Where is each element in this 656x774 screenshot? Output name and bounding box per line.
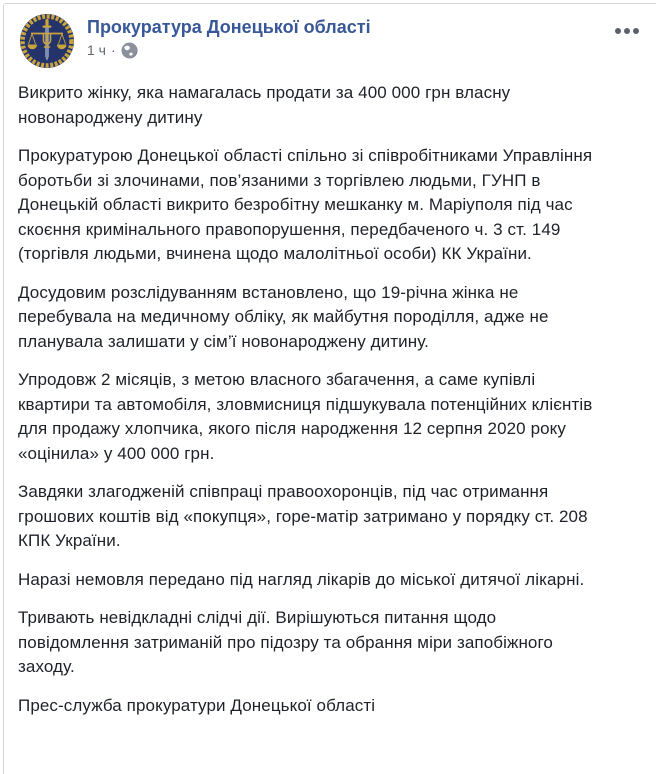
prosecutor-emblem-icon [19,13,75,69]
post-header [4,4,656,75]
more-options-button[interactable] [613,24,641,38]
globe-icon [121,42,138,59]
post-header-text [87,13,371,59]
post-paragraph: Наразі немовля передано під нагляд лікарів до міської дитячої лікарні. [18,569,585,589]
post-paragraph: Прокуратурою Донецької області спільно зі співробітниками Управління боротьби зі злочинами, пов’язаними з торгівлею людьми, ГУНП в Донецькій області викрито безробітну мешканку м. Маріуполя під час скоєння кримінального правопорушення, передбаченого ч. 3 ст. 149 (торгівля людьми, вчинена щодо малолітньої особи) КК України. [18,146,593,263]
post-paragraph: Тривають невідкладні слідчі дії. Вирішуються питання щодо повідомлення затриманій про підозру та обрання міри запобіжного заходу. [18,608,553,676]
post-paragraph: Досудовим розслідуванням встановлено, що 19-річна жінка не перебувала на медичному обліку, як майбутня породілля, адже не планувала залишати у сім’ї новонароджену дитину. [18,282,549,351]
post-paragraph: Завдяки злагодженій співпраці правоохоронців, під час отримання грошових коштів від «покупця», горе-матір затримано у порядку ст. 208 КПК України. [18,482,588,550]
page-avatar[interactable] [19,13,75,69]
meta-separator: · [110,42,116,58]
ellipsis-icon [615,28,621,34]
page-name-link[interactable]: Прокуратура Донецької області [87,17,371,37]
post-timestamp[interactable]: 1 ч [87,42,106,58]
post-paragraph: Прес-служба прокуратури Донецької області [18,695,376,715]
post-body [4,75,656,728]
post-meta [87,41,371,59]
post-paragraph: Упродовж 2 місяців, з метою власного збагачення, а саме купівлі квартири та автомобіля, зловмисниця підшукувала потенційних клієнтів для продажу хлопчика, якого після народження 12 серпня 2020 року «оцінила» у 400 000 грн. [18,370,593,463]
post-paragraph: Викрито жінку, яка намагалась продати за 400 000 грн власну новонароджену дитину [18,83,511,127]
post-card [3,3,656,774]
